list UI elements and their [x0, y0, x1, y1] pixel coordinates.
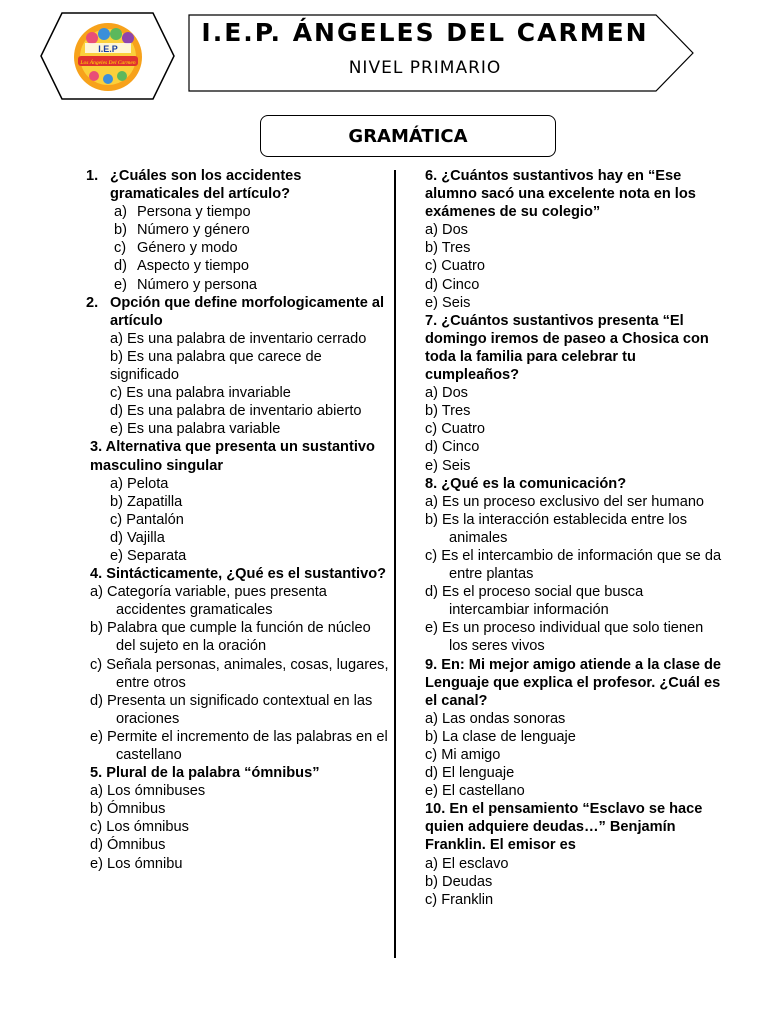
option: b) Deudas: [425, 873, 493, 890]
school-name: I.E.P. ÁNGELES DEL CARMEN: [201, 18, 649, 47]
option: e) Es un proceso individual que solo tienen los seres vivos: [425, 620, 704, 655]
question-5: [90, 764, 390, 873]
option: a) Es una palabra de inventario cerrado: [110, 330, 367, 347]
option: a) Los ómnibuses: [90, 783, 206, 800]
option: e) Permite el incremento de las palabras en el castellano: [90, 728, 388, 763]
left-column: [86, 167, 390, 873]
question-2: [86, 294, 390, 439]
option: c) Franklin: [425, 891, 494, 908]
option: a) Categoría variable, pues presenta accidentes gramaticales: [90, 584, 327, 619]
question-text: 7. ¿Cuántos sustantivos presenta “El domingo iremos de paseo a Chosica con toda la familia para celebrar tu cumpleaños?: [425, 312, 709, 384]
option: a) El esclavo: [425, 855, 509, 872]
option: c) Pantalón: [110, 511, 184, 528]
option: c) Los ómnibus: [90, 819, 189, 836]
option: b) Ómnibus: [90, 801, 166, 818]
option: d) Cinco: [425, 439, 480, 456]
option: c) Cuatro: [425, 421, 486, 438]
option: a) Persona y tiempo: [114, 204, 251, 221]
question-text: 4. Sintácticamente, ¿Qué es el sustantivo?: [90, 566, 387, 583]
option: c) Señala personas, animales, cosas, lugares, entre otros: [90, 656, 389, 691]
option: e) Seis: [425, 457, 471, 474]
option: d) Cinco: [425, 276, 480, 293]
option: b) Palabra que cumple la función de núcleo del sujeto en la oración: [90, 620, 371, 655]
option: b) Número y género: [114, 222, 250, 239]
option: e) El castellano: [425, 783, 525, 800]
question-6: [425, 167, 725, 312]
option: e) Seis: [425, 294, 471, 311]
option: b) La clase de lenguaje: [425, 728, 576, 745]
right-column: [425, 167, 725, 909]
option: c) Es una palabra invariable: [110, 385, 291, 402]
question-text: ¿Cuáles son los accidentes gramaticales del artículo?: [110, 168, 302, 203]
option: b) Es una palabra que carece de significado: [110, 348, 322, 384]
question-text: 6. ¿Cuántos sustantivos hay en “Ese alumno sacó una excelente nota en los exámenes de su colegio”: [425, 168, 696, 221]
option: c) Es el intercambio de información que se da entre plantas: [425, 547, 722, 583]
option: b) Tres: [425, 240, 471, 257]
question-text: 10. En el pensamiento “Esclavo se hace quien adquiere deudas…” Benjamín Franklin. El emisor es: [425, 801, 703, 854]
option: d) Aspecto y tiempo: [114, 258, 249, 275]
option: d) Presenta un significado contextual en las oraciones: [90, 692, 373, 727]
option: b) Es la interacción establecida entre los animales: [425, 511, 688, 546]
question-10: [425, 800, 725, 909]
option: b) Tres: [425, 403, 471, 420]
option: e) Separata: [110, 547, 187, 564]
question-text: 8. ¿Qué es la comunicación?: [425, 475, 627, 492]
question-1: [86, 167, 390, 294]
subject-title: GRAMÁTICA: [260, 115, 556, 157]
option: b) Zapatilla: [110, 493, 183, 510]
question-number: 1.: [86, 168, 99, 184]
option: a) Las ondas sonoras: [425, 710, 566, 727]
option: d) Es el proceso social que busca intercambiar información: [425, 584, 644, 619]
question-7: [425, 312, 725, 475]
option: c) Mi amigo: [425, 747, 501, 763]
question-number: 2.: [86, 294, 99, 311]
option: a) Dos: [425, 385, 468, 402]
option: e) Número y persona: [114, 276, 258, 293]
option: d) Es una palabra de inventario abierto: [110, 403, 362, 420]
school-logo: [40, 12, 175, 100]
question-text: Opción que define morfologicamente al artículo: [110, 294, 385, 329]
option: d) Vajilla: [110, 529, 165, 546]
question-text: 9. En: Mi mejor amigo atiende a la clase de Lenguaje que explica el profesor. ¿Cuál es el canal?: [425, 656, 722, 709]
option: e) Los ómnibu: [90, 855, 183, 872]
school-level: NIVEL PRIMARIO: [348, 58, 502, 78]
column-divider: [394, 170, 396, 958]
option: d) El lenguaje: [425, 765, 515, 782]
question-9: [425, 656, 725, 801]
question-text: 5. Plural de la palabra “ómnibus”: [90, 765, 320, 782]
option: d) Ómnibus: [90, 837, 166, 854]
question-3: [90, 438, 390, 565]
question-8: [425, 475, 725, 656]
option: c) Género y modo: [114, 240, 238, 257]
option: a) Dos: [425, 222, 468, 239]
option: a) Es un proceso exclusivo del ser humano: [425, 493, 705, 510]
option: c) Cuatro: [425, 258, 486, 275]
logo-text: I.E.P: [98, 44, 118, 54]
option: e) Es una palabra variable: [110, 421, 281, 438]
option: a) Pelota: [110, 475, 169, 492]
question-4: [90, 565, 390, 764]
logo-subtext: Los Ángeles Del Carmen: [80, 60, 136, 66]
question-text: 3. Alternativa que presenta un sustantivo masculino singular: [90, 439, 375, 474]
